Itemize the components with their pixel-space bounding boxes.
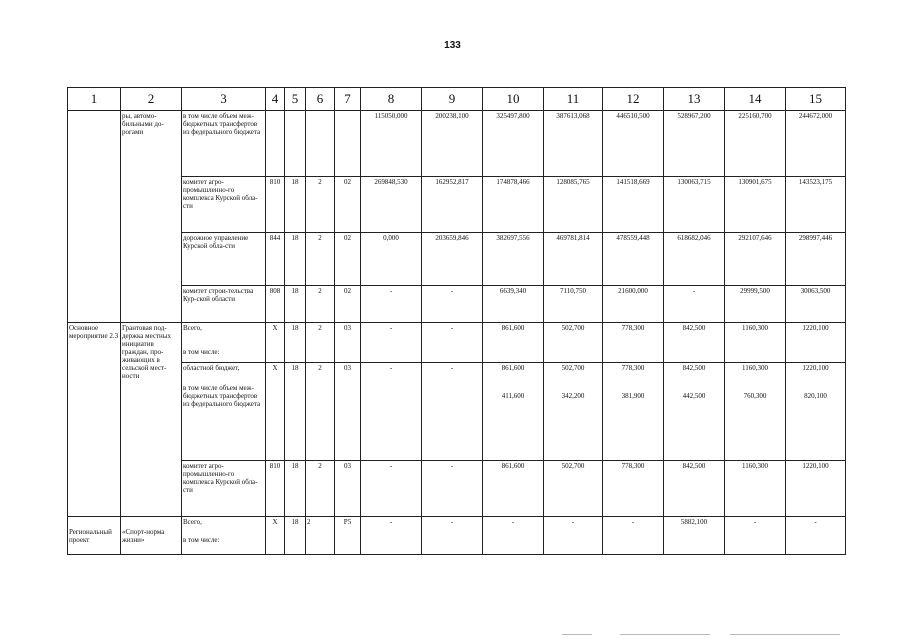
source-label: Всего,: [183, 324, 202, 332]
code-cell: 2: [306, 323, 335, 363]
value-cell: -: [422, 323, 483, 363]
value-cell: 387613,068: [544, 111, 603, 177]
value-cell: 162952,817: [422, 177, 483, 233]
value-cell: [603, 363, 664, 461]
value-cell: 502,700: [544, 461, 603, 517]
value-cell: 141518,669: [603, 177, 664, 233]
source-sublabel: в том числе объем меж-бюджетных трансфертов из федерального бюджета: [183, 384, 261, 408]
code-cell: [306, 111, 335, 177]
grbs-cell: 844: [266, 233, 285, 286]
program-name-cell: «Спорт-норма жизни»: [121, 517, 182, 555]
grbs-cell: 810: [266, 177, 285, 233]
scan-artifact: [730, 634, 840, 635]
value-cell: 861,600: [483, 323, 544, 363]
value-cell: 29999,500: [725, 286, 786, 323]
header-cell: 2: [121, 88, 182, 111]
code-cell: 2: [306, 286, 335, 323]
code-cell: 2: [306, 177, 335, 233]
page-number: 133: [444, 40, 461, 51]
budget-table: [67, 87, 846, 555]
table-row: [68, 233, 846, 286]
value-cell: 128085,765: [544, 177, 603, 233]
value-cell: 143523,175: [786, 177, 846, 233]
value-total: 1160,300: [742, 364, 768, 372]
value-federal: 411,600: [501, 392, 525, 400]
code-cell: 2: [306, 233, 335, 286]
value-cell: 778,300: [603, 461, 664, 517]
value-cell: -: [544, 517, 603, 555]
value-cell: 1160,300: [725, 461, 786, 517]
value-cell: 269848,530: [361, 177, 422, 233]
grbs-cell: [266, 111, 285, 177]
value-cell: 842,500: [664, 461, 725, 517]
value-cell: 292107,646: [725, 233, 786, 286]
event-cell: Основное мероприятие 2.3: [68, 323, 121, 517]
value-cell: -: [361, 461, 422, 517]
source-cell: [182, 323, 266, 363]
value-cell: 1160,300: [725, 323, 786, 363]
grbs-cell: X: [266, 363, 285, 461]
value-cell: 298997,446: [786, 233, 846, 286]
value-cell: -: [361, 286, 422, 323]
value-cell: [664, 363, 725, 461]
source-sublabel: в том числе:: [183, 348, 220, 356]
code-cell: 18: [285, 323, 306, 363]
value-cell: 446510,500: [603, 111, 664, 177]
value-cell: 5882,100: [664, 517, 725, 555]
code-cell: P5: [335, 517, 361, 555]
header-row: [68, 88, 846, 111]
value-cell: 130063,715: [664, 177, 725, 233]
value-cell: 382697,556: [483, 233, 544, 286]
header-cell: 12: [603, 88, 664, 111]
value-total: 1220,100: [802, 364, 829, 372]
value-cell: -: [664, 286, 725, 323]
code-cell: 2: [306, 461, 335, 517]
code-cell: 18: [285, 363, 306, 461]
value-cell: 6639,340: [483, 286, 544, 323]
value-total: 778,300: [621, 364, 645, 372]
code-cell: 18: [285, 177, 306, 233]
value-cell: 778,300: [603, 323, 664, 363]
value-cell: 1220,100: [786, 461, 846, 517]
value-federal: 760,300: [743, 392, 767, 400]
event-cell: Региональный проект: [68, 517, 121, 555]
value-cell: -: [422, 461, 483, 517]
value-cell: [544, 363, 603, 461]
value-cell: 203659,846: [422, 233, 483, 286]
value-federal: 342,200: [561, 392, 585, 400]
source-label: областной бюджет,: [183, 364, 240, 372]
table-row: [68, 111, 846, 177]
header-cell: 10: [483, 88, 544, 111]
value-cell: [786, 363, 846, 461]
value-cell: 174878,466: [483, 177, 544, 233]
table-row: [68, 461, 846, 517]
program-name-cell: ры, автомо-бильными до-рогами: [121, 111, 182, 323]
value-cell: [725, 363, 786, 461]
event-cell: [68, 111, 121, 323]
header-cell: 3: [182, 88, 266, 111]
header-cell: 15: [786, 88, 846, 111]
value-cell: -: [361, 363, 422, 461]
code-cell: 03: [335, 363, 361, 461]
source-cell: [182, 517, 266, 555]
value-cell: 469781,814: [544, 233, 603, 286]
header-cell: 13: [664, 88, 725, 111]
source-cell: [182, 363, 266, 461]
source-cell: комитет агро-промышленно-го комплекса Курской обла-сти: [182, 461, 266, 517]
code-cell: 18: [285, 286, 306, 323]
source-cell: комитет агро-промышленно-го комплекса Курской обла-сти: [182, 177, 266, 233]
code-cell: [285, 111, 306, 177]
code-cell: 2: [306, 363, 335, 461]
value-cell: -: [483, 517, 544, 555]
program-name-cell: Грантовая под-держка местных инициатив граждан, про-живающих в сельской мест-ности: [121, 323, 182, 517]
scan-artifact: [620, 634, 710, 635]
value-cell: 502,700: [544, 323, 603, 363]
value-cell: -: [422, 286, 483, 323]
scan-artifact: [562, 634, 592, 635]
value-cell: 325497,800: [483, 111, 544, 177]
value-cell: 842,500: [664, 323, 725, 363]
code-cell: [335, 111, 361, 177]
value-cell: -: [361, 517, 422, 555]
code-cell: 18: [285, 233, 306, 286]
value-cell: 0,000: [361, 233, 422, 286]
value-cell: 30063,500: [786, 286, 846, 323]
source-cell: дорожное управление Курской обла-сти: [182, 233, 266, 286]
header-cell: 5: [285, 88, 306, 111]
value-cell: 225160,700: [725, 111, 786, 177]
code-cell: 03: [335, 323, 361, 363]
header-cell: 4: [266, 88, 285, 111]
table-row: [68, 323, 846, 363]
header-cell: 11: [544, 88, 603, 111]
value-total: 502,700: [561, 364, 585, 372]
value-cell: 1220,100: [786, 323, 846, 363]
code-cell: 2: [306, 517, 335, 555]
code-cell: 18: [285, 461, 306, 517]
header-cell: 14: [725, 88, 786, 111]
grbs-cell: 810: [266, 461, 285, 517]
table-row: [68, 363, 846, 461]
source-cell: комитет строи-тельства Кур-ской области: [182, 286, 266, 323]
value-total: 842,500: [682, 364, 706, 372]
value-cell: -: [786, 517, 846, 555]
value-cell: 478559,448: [603, 233, 664, 286]
header-cell: 1: [68, 88, 121, 111]
value-cell: 528967,200: [664, 111, 725, 177]
header-cell: 9: [422, 88, 483, 111]
grbs-cell: X: [266, 323, 285, 363]
value-federal: 442,500: [682, 392, 706, 400]
value-federal: 381,900: [621, 392, 645, 400]
value-cell: 861,600: [483, 461, 544, 517]
value-cell: -: [422, 363, 483, 461]
value-cell: 618682,046: [664, 233, 725, 286]
header-cell: 7: [335, 88, 361, 111]
source-cell: в том числе объем меж-бюджетных трансфертов из федерального бюджета: [182, 111, 266, 177]
value-cell: -: [361, 323, 422, 363]
code-cell: 02: [335, 233, 361, 286]
value-cell: 115050,000: [361, 111, 422, 177]
value-cell: 21600,000: [603, 286, 664, 323]
value-cell: [483, 363, 544, 461]
table-row: [68, 177, 846, 233]
value-total: 861,600: [501, 364, 525, 372]
grbs-cell: X: [266, 517, 285, 555]
header-cell: 8: [361, 88, 422, 111]
source-label: Всего,: [183, 518, 202, 526]
code-cell: 02: [335, 286, 361, 323]
value-cell: -: [422, 517, 483, 555]
table-row: [68, 286, 846, 323]
code-cell: 03: [335, 461, 361, 517]
source-sublabel: в том числе:: [183, 536, 220, 544]
value-cell: 7110,750: [544, 286, 603, 323]
value-federal: 820,100: [804, 392, 827, 400]
value-cell: -: [603, 517, 664, 555]
header-cell: 6: [306, 88, 335, 111]
value-cell: 200238,100: [422, 111, 483, 177]
code-cell: 02: [335, 177, 361, 233]
value-cell: 244672,000: [786, 111, 846, 177]
value-cell: 130901,675: [725, 177, 786, 233]
table-row: [68, 517, 846, 555]
value-cell: -: [725, 517, 786, 555]
code-cell: 18: [285, 517, 306, 555]
grbs-cell: 808: [266, 286, 285, 323]
